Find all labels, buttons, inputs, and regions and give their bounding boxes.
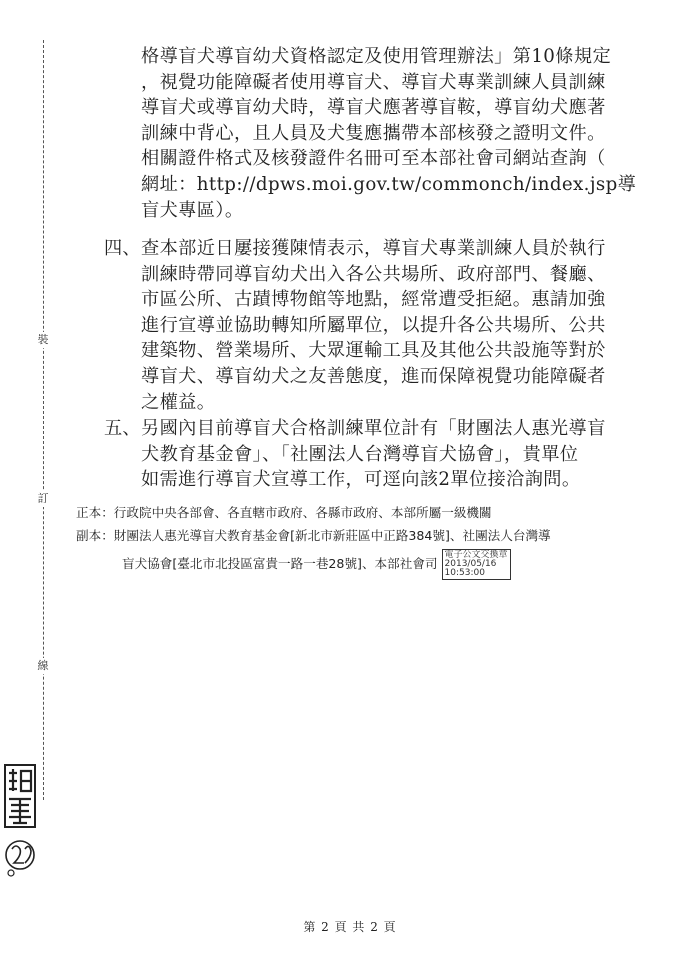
stamp-line-3: 10:53:00 [444,568,485,578]
text-line: 訓練中背心，且人員及犬隻應攜帶本部核發之證明文件。 [141,122,606,144]
binding-char-bottom: 線 [34,658,52,674]
copy-recipients-text-1: 財團法人惠光導盲犬教育基金會[新北市新莊區中正路384號]、社團法人台灣導 [113,528,551,543]
binding-margin-line [43,40,44,800]
seal-stamp-icon [3,763,37,881]
text-line: 建築物、營業場所、大眾運輸工具及其他公共設施等對於 [141,340,606,362]
exchange-stamp [442,549,511,580]
binding-char-top: 裝 [34,332,52,348]
text-line: ，視覺功能障礙者使用導盲犬、導盲犬專業訓練人員訓練 [141,71,606,93]
item-4-paragraph [141,236,606,415]
text-line: 格導盲犬導盲幼犬資格認定及使用管理辦法」第10條規定 [141,46,612,67]
text-line: 之權益。 [141,391,216,413]
copy-recipients-label: 副本： [76,528,114,543]
text-line: 網址：http://dpws.moi.gov.tw/commonch/index.jsp導 [141,173,637,195]
binding-char-middle: 訂 [34,491,52,507]
text-line: 另國內目前導盲犬合格訓練單位計有「財團法人惠光導盲 [141,418,606,439]
stamp-line-2: 2013/05/16 [444,559,497,569]
text-line: 盲犬專區）。 [141,199,244,221]
text-line: 導盲犬或導盲幼犬時，導盲犬應著導盲鞍，導盲幼犬應著 [141,97,606,119]
text-line: 查本部近日屢接獲陳情表示，導盲犬專業訓練人員於執行 [141,238,606,259]
text-line: 犬教育基金會」、「社團法人台灣導盲犬協會」，貴單位 [141,443,579,465]
continuation-paragraph [141,44,636,223]
text-line: 導盲犬、導盲幼犬之友善態度，進而保障視覺功能障礙者 [141,365,606,387]
stamp-line-1: 電子公文交換章 [444,550,508,560]
text-line: 相關證件格式及核發證件名冊可至本部社會司網站查詢（ [141,148,606,170]
copy-recipients [76,526,551,546]
item-5-paragraph [141,416,606,493]
main-recipients [76,503,492,523]
text-line: 訓練時帶同導盲幼犬出入各公共場所、政府部門、餐廳、 [141,263,606,285]
copy-recipients-cont [122,549,511,580]
main-recipients-label: 正本： [76,505,114,520]
main-recipients-text: 行政院中央各部會、各直轄市政府、各縣市政府、本部所屬一級機關 [113,505,492,520]
page-number: 第 2 頁 共 2 頁 [303,920,397,934]
text-line: 市區公所、古蹟博物館等地點，經常遭受拒絕。惠請加強 [141,289,606,311]
item-number-4: 四、 [104,238,141,259]
text-line: 進行宣導並協助轉知所屬單位，以提升各公共場所、公共 [141,314,606,336]
text-line: 如需進行導盲犬宣導工作，可逕向該2單位接洽詢問。 [141,469,581,491]
item-number-5: 五、 [104,418,141,439]
copy-recipients-text-2: 盲犬協會[臺北市北投區富貴一路一巷28號]、本部社會司 [122,556,438,571]
